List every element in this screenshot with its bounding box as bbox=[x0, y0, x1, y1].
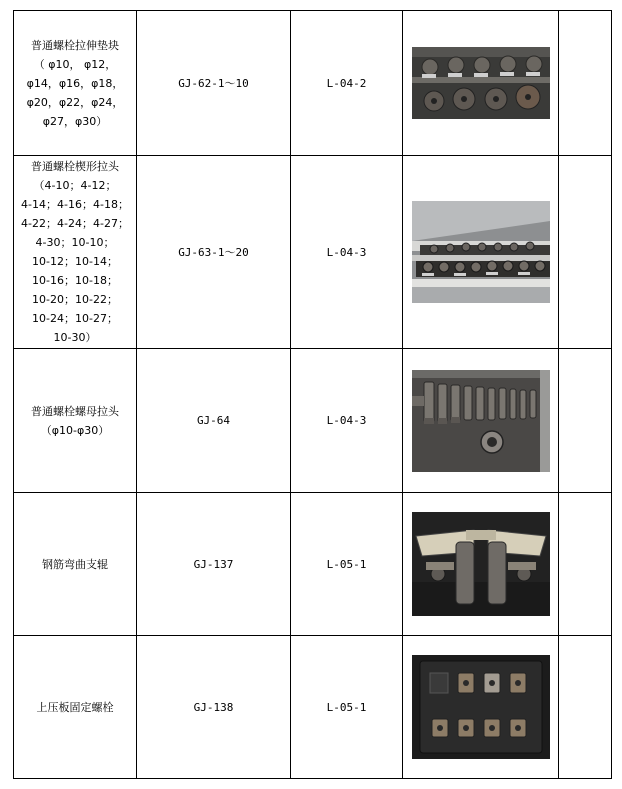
item-name-cell bbox=[14, 349, 137, 493]
table-row bbox=[14, 11, 612, 156]
table-row bbox=[14, 349, 612, 493]
item-photo-cell bbox=[403, 349, 559, 493]
item-location-cell: L-04-3 bbox=[291, 349, 403, 493]
item-name-line: 普通螺栓楔形拉头 bbox=[31, 160, 119, 173]
item-photo-cell bbox=[403, 493, 559, 636]
remarks-cell bbox=[559, 156, 612, 349]
item-name-line: 普通螺栓拉伸垫块 bbox=[31, 38, 119, 52]
item-photo-cell bbox=[403, 156, 559, 349]
item-name-line: φ20，φ22，φ24， bbox=[26, 95, 124, 109]
item-name-line: φ27，φ30） bbox=[42, 114, 108, 128]
item-photo-cell bbox=[403, 11, 559, 156]
item-name-line: （φ10-φ30） bbox=[40, 423, 110, 437]
item-name-line: 10-20；10-22； bbox=[32, 293, 118, 306]
item-name-line: 10-24；10-27； bbox=[32, 312, 118, 325]
remarks-cell bbox=[559, 349, 612, 493]
remarks-cell bbox=[559, 11, 612, 156]
washer-blocks-photo bbox=[412, 47, 550, 119]
item-code-cell: GJ-138 bbox=[137, 636, 291, 779]
item-name-cell bbox=[14, 493, 137, 636]
item-name-line: （4-10；4-12； bbox=[33, 179, 117, 192]
item-location-cell: L-04-2 bbox=[291, 11, 403, 156]
platen-bolts-photo bbox=[412, 655, 550, 759]
nut-pullers-photo bbox=[412, 370, 550, 472]
item-code-cell: GJ-63-1～20 bbox=[137, 156, 291, 349]
item-name-line: 10-12；10-14； bbox=[32, 255, 118, 268]
item-code-cell: GJ-137 bbox=[137, 493, 291, 636]
item-name-line: φ14，φ16，φ18， bbox=[26, 76, 124, 90]
table-row bbox=[14, 156, 612, 349]
item-name-line: （ φ10， φ12， bbox=[33, 57, 117, 71]
table-row bbox=[14, 493, 612, 636]
item-name-line: 10-30） bbox=[53, 331, 97, 344]
wedge-heads-photo bbox=[412, 201, 550, 303]
item-name-cell bbox=[14, 156, 137, 349]
item-name-line: 4-22；4-24；4-27； bbox=[21, 217, 129, 230]
table-row bbox=[14, 636, 612, 779]
bending-rollers-photo bbox=[412, 512, 550, 616]
item-name-line: 上压板固定螺栓 bbox=[36, 700, 114, 714]
item-location-cell: L-04-3 bbox=[291, 156, 403, 349]
item-location-cell: L-05-1 bbox=[291, 636, 403, 779]
item-code-cell: GJ-62-1～10 bbox=[137, 11, 291, 156]
item-photo-cell bbox=[403, 636, 559, 779]
item-name-line: 4-30；10-10； bbox=[35, 236, 115, 249]
item-name-line: 钢筋弯曲支辊 bbox=[42, 557, 108, 571]
item-code-cell: GJ-64 bbox=[137, 349, 291, 493]
inventory-table bbox=[13, 10, 612, 779]
item-name-line: 普通螺栓螺母拉头 bbox=[31, 404, 119, 418]
item-location-cell: L-05-1 bbox=[291, 493, 403, 636]
item-name-cell bbox=[14, 636, 137, 779]
item-name-line: 4-14；4-16；4-18； bbox=[21, 198, 129, 211]
remarks-cell bbox=[559, 493, 612, 636]
remarks-cell bbox=[559, 636, 612, 779]
item-name-cell bbox=[14, 11, 137, 156]
item-name-line: 10-16；10-18； bbox=[32, 274, 118, 287]
